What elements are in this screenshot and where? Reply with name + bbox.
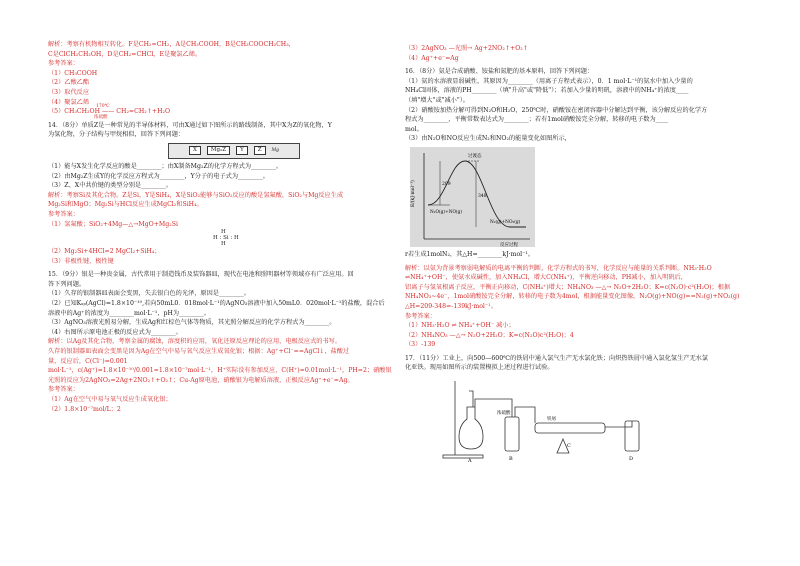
q16-sub-3: （3）由N₂O和NO反应生成N₂和NO₂的能量变化如图所示， (405, 135, 571, 143)
q16-analysis-3: 铝离子与氢氧根离子反应，平衡正向移动，C(NH₄⁺)增大；NH₄NO₃ —△→ N₂O+2H₂O；K=c(N₂O)·c²(H₂O)；根据 (405, 283, 731, 291)
q15-stem-2: 答下列问题。 (48, 280, 86, 288)
stand-base (443, 455, 483, 458)
q15-answer-label: 参考答案： (48, 386, 79, 394)
q16-answer-1: （1）NH₃·H₂O ⇌ NH₄⁺+OH⁻ 减小； (405, 322, 515, 330)
q15-sub-4: （4）右图所示原电池正极的反应式为________。 (48, 328, 182, 336)
q16-sub-2a: （2）硝酸铵加热分解可得到N₂O和H₂O，250℃时，硝酸铵在密闭容器中分解达到平衡，该分解反应的化学方 (405, 106, 708, 114)
struct-line-2: H : Si : H (213, 235, 239, 242)
q15-answer-3: （3）2AgNO₃ —光照→ Ag+2NO₂↑+O₂↑ (405, 45, 528, 52)
graph-reactants: N₂O(g)+NO(g) (430, 209, 463, 215)
q17-stem-2: 化亚铁。现用如图所示的装置模拟上述过程进行试验。 (405, 364, 554, 372)
apparatus-diagram (435, 377, 665, 463)
q15-sub-2b: 溶液中的Ag⁺的浓度为________mol·L⁻¹，pH为________。 (48, 309, 211, 317)
q16-sub-1c: （填"增大"或"减小"）。 (405, 96, 469, 104)
energy-curve (428, 161, 526, 227)
q13-answer-2: （2）乙酸乙酯 (48, 79, 90, 87)
label-b: B (509, 456, 513, 463)
q14-answer-label: 参考答案： (48, 210, 79, 218)
q14-answer-2: （2）Mg₂Si+4HCl=2 MgCl₂+SiH₄； (48, 248, 161, 256)
q15-answer-1: （1）Ag在空气中易与氧气反应生成氧化银； (48, 396, 172, 403)
label-d: D (629, 456, 634, 463)
q14-answer-3: （3）非极性键、极性键 (48, 257, 114, 265)
funnel-a (469, 391, 473, 407)
q13-answer-1: （1）CH₃COOH (48, 69, 98, 77)
q15-sub-2a: （2）已知Kₛₚ(AgCl)=1.8×10⁻¹⁰,若向50mL0．018mol·L⁻¹的AgNO₃溶液中加入50mL0．020mol·L⁻¹的盐酸，混合后 (48, 300, 385, 308)
q13-answer-5 (48, 104, 393, 121)
route-reagent: Mg (271, 148, 280, 154)
q15-analysis-4: mol·L⁻¹，c(Ag⁺)=1.8×10⁻¹⁰/0.001=1.8×10⁻⁷mol·L⁻¹，H⁺实际没有参加反应，C(H⁺)=0.01mol·L⁻¹，PH=2；硝酸银 (48, 367, 392, 375)
q14-stem-2: 为氢化物，分子结构与甲烷相似，回答下列问题： (48, 131, 185, 139)
left-column (48, 40, 393, 414)
q14-analysis-2: Mg₂Si和MgO；Mg₂Si与HCl反应生成MgCl₂和SiH₄。 (48, 201, 203, 209)
graph-xlabel: 反应过程 (500, 242, 518, 247)
q16-analysis-1: 解析：以氨为背景考察弱电解质的电离平衡的判断，化学方程式的书写，化学反应与能量的关系判断。NH₃·H₂O (405, 264, 712, 272)
graph-ea1: 209 (442, 181, 451, 187)
q16-sub-3b: r若生成1molN₂，其△H=________kJ·mol⁻¹。 (405, 250, 535, 258)
q15-analysis-1: 解析：以Ag及其化合物，考察金属的腐蚀，溶度积的应用，氧化还原反应理论的应用，电极反应式的书写。 (48, 338, 342, 346)
q15-sub-3: （3）AgNO₃溶液光照易分解，生成Ag和红棕色气体等物质，其光照分解反应的化学方程式为________。 (48, 319, 336, 327)
q14-stem-1: 14．（8分）单质Z是一种常见的半导体材料，可由X通过如下图所示的路线制备，其中X为Z的氧化物，Y (48, 121, 332, 129)
q14-route-figure (168, 143, 300, 159)
q14-sub-1: （1）能与X发生化学反应的酸是________；由X制备Mg₂Z的化学方程式为________。 (48, 162, 283, 170)
graph-products: N₂(g)+NO₂(g) (490, 219, 521, 225)
flask-a (459, 407, 483, 449)
q13-answer-4: （4）聚氯乙烯 (48, 98, 90, 106)
reaction-condition-bottom: 浓硫酸 (94, 115, 108, 121)
route-y: Y (236, 146, 248, 155)
q16-answer-label: 参考答案： (405, 312, 436, 320)
q13-analysis-line-2: C是ClCH₂CH₂OH，D是CH₂=CHCl，E是聚氯乙烯。 (48, 50, 202, 58)
struct-line-1: H (221, 229, 226, 236)
q15-analysis-3: 量，反应后，C(Cl⁻)=0.001 (48, 357, 128, 365)
right-column (405, 44, 755, 467)
q13-answer-3: （3）取代反应 (48, 88, 90, 96)
q15-answer-2: （2）1.8×10⁻⁷mol/L；2 (48, 405, 121, 413)
q13-answer-label: 参考答案： (48, 60, 79, 68)
q16-sub-2b: 程式为________，平衡常数表达式为________；若有1mol硝酸铵完全分解，转移的电子数为____ (405, 116, 669, 124)
q14-sub-3: （3）Z、X中共价键的类型分别是________。 (48, 182, 173, 190)
q17-stem-1: 17．（11分）工业上，向500—600℃的铁屑中通入氯气生产无水氯化铁；向炽热铁屑中通入氯化氢生产无水氯 (405, 354, 709, 362)
route-x: X (189, 146, 201, 155)
q16-analysis-5: △H=209-348=-139kJ·mol⁻¹。 (405, 302, 497, 310)
q16-analysis-4: NH₄NO₃~4e⁻，1mol硝酸铵完全分解，转移的电子数为4mol，根据能量变化图像，N₂O(g)+NO(g)==N₂(g)+NO₂(g) (405, 293, 740, 301)
energy-diagram-svg (410, 147, 535, 247)
graph-ea2: 348 (478, 193, 487, 199)
q14-sub-2: （2）由Mg₂Z生成Y的化学反应方程式为________，Y分子的电子式为________。 (48, 172, 269, 180)
q15-analysis-2: 久存的银制器皿表面会变黑是因为Ag在空气中易与氧气反应生成氧化银；根据：Ag⁺+Cl⁻==AgCl↓，盐酸过 (48, 348, 350, 356)
q16-answer-2: （2）NH₄NO₃ —△→ N₂O+2H₂O；K=c(N₂O)c²(H₂O)；4 (405, 331, 574, 339)
energy-diagram (410, 147, 535, 247)
q16-stem: 16．（8分）氨是合成硝酸、铵盐和氮肥的基本原料，回答下列问题： (405, 68, 594, 76)
q13-analysis-line-1: 解析：考察有机物相互转化。F是CH₂=CH₂，A是CH₃COOH，B是CH₃COOCH₂CH₃， (48, 41, 295, 48)
reaction-condition-top: 170℃ (96, 104, 110, 110)
bottle-b (505, 417, 519, 451)
sih4-electron-formula (213, 229, 393, 247)
graph-ylabel: E/(kJ·mol⁻¹) (411, 180, 416, 207)
label-a: A (468, 458, 472, 464)
q14-answer-1: （1）氢氟酸；SiO₂+4Mg—△→MgO+Mg₂Si (48, 220, 178, 228)
q16-sub-2c: mol。 (405, 125, 423, 133)
label-acid: 浓硫酸 (497, 411, 511, 417)
struct-line-3: H (221, 241, 226, 248)
label-iron: 铁屑 (547, 417, 556, 423)
q13-answer-5-text: （5）CH₃CH₂OH —— CH₂=CH₂↑+H₂O (48, 108, 171, 116)
q15-analysis-5: 光照的反应为2AgNO₃=2Ag+2NO₂↑+O₂↑；Cu-Ag原电池，硝酸银为电解质溶液，正极反应Ag⁺+e⁻=Ag。 (48, 376, 354, 384)
route-z: Z (254, 146, 266, 155)
q15-stem-1: 15．（9分）银是一种贵金属，古代常用于制造钱币及装饰器皿，现代在电池和照明器材等领域亦有广泛应用。回 (48, 271, 354, 279)
q16-sub-1b: NH₄Cl固体，溶液的PH________（填"升高"或"降低"）；若加入少量的明矾，溶液中的NH₄⁺的浓度____ (405, 87, 689, 95)
pipe-2 (515, 407, 535, 423)
tube-c (535, 423, 605, 433)
q16-answer-3: （3）-139 (405, 341, 436, 349)
q16-sub-1a: （1）氨的水溶液显弱碱性，其原因为________（用离子方程式表示），0．1 mol·L⁻¹的氨水中加入少量的 (405, 77, 693, 85)
q14-analysis-1: 解析：考察Si及其化合物。Z是Si，Y是SiH₄，X是SiO₂能够与SiO₂反应的酸是氢氟酸，SiO₂与Mg反应生成 (48, 191, 344, 199)
label-c: C (567, 443, 571, 450)
pipe-3 (605, 421, 632, 427)
graph-transition-state: 过渡态 (468, 153, 482, 159)
q15-answer-4: （4）Ag⁺+e⁻=Ag (405, 54, 459, 62)
route-mg2z: Mg₂Z (207, 146, 230, 155)
q15-sub-1: （1）久存的银制器皿表面会变黑，失去银白色的光泽，原因是________。 (48, 290, 250, 298)
q16-analysis-2: ⇌NH₄⁺+OH⁻，使氨水成碱性，加入NH₄Cl，增大C(NH₄⁺)，平衡逆向移动，PH减小，加入明矾后， (405, 274, 687, 282)
